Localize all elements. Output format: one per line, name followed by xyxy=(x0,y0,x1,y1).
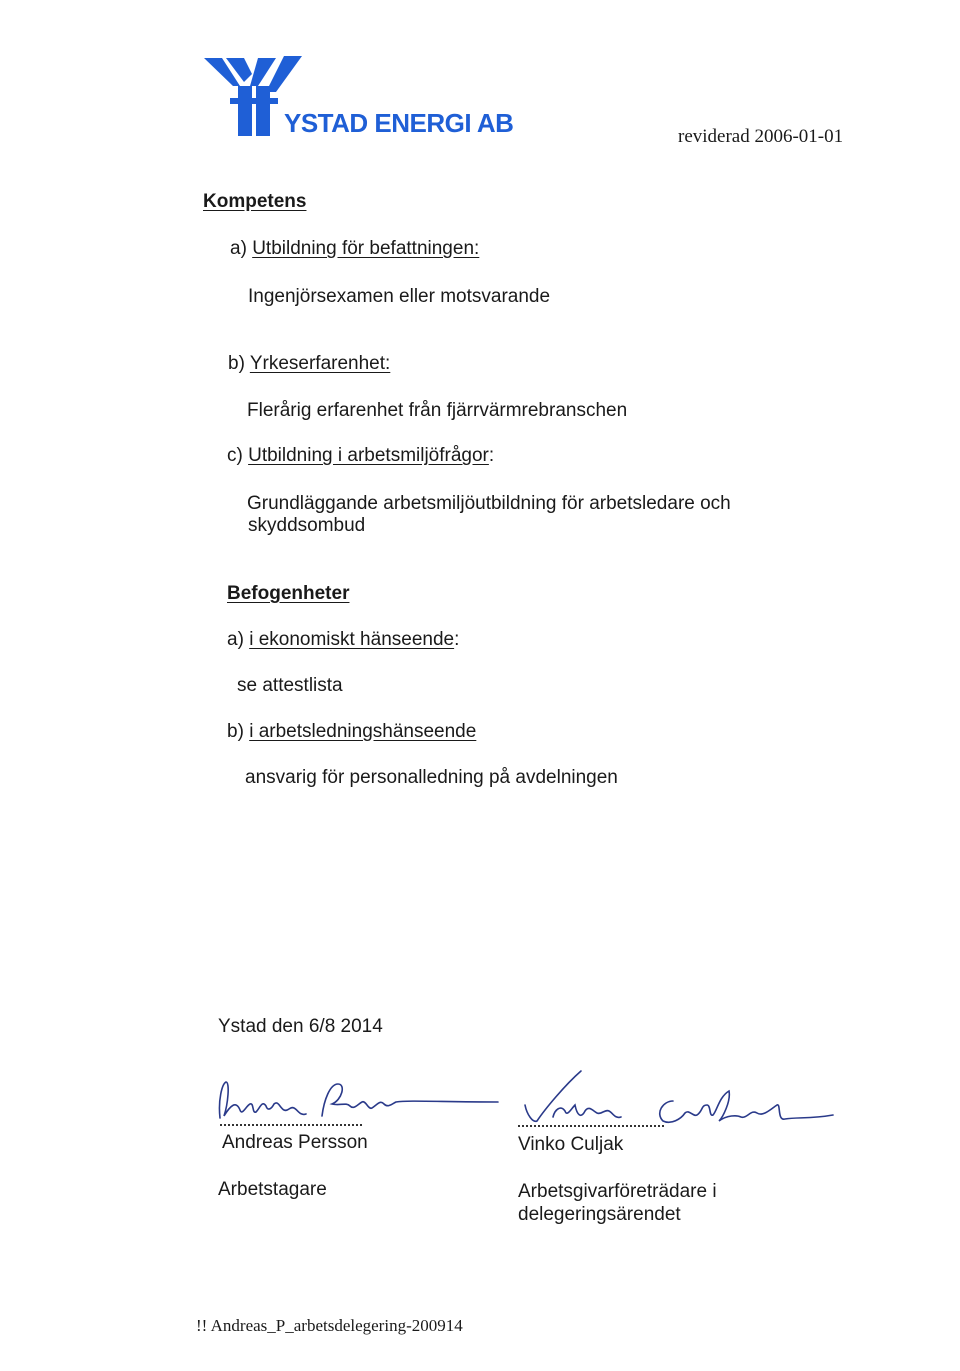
item-heading: i ekonomiskt hänseende xyxy=(249,629,455,650)
item-prefix: a) xyxy=(230,238,253,259)
employer-role-line2: delegeringsärendet xyxy=(518,1204,681,1225)
kompetens-item-a-label xyxy=(230,238,479,260)
logo-wordmark: YSTAD ENERGI AB xyxy=(284,108,514,138)
section-title-kompetens: Kompetens xyxy=(203,191,307,212)
kompetens-item-b-label xyxy=(228,353,390,375)
handwritten-signature-icon xyxy=(212,1070,502,1130)
company-logo xyxy=(200,52,514,142)
kompetens-item-c-text-line2: skyddsombud xyxy=(248,515,366,536)
employee-signature-line xyxy=(220,1124,362,1126)
kompetens-item-c-text-line1: Grundläggande arbetsmiljöutbildning för arbetsledare och xyxy=(247,493,731,514)
item-suffix: : xyxy=(488,445,495,466)
item-heading: Yrkeserfarenhet: xyxy=(249,353,391,374)
befogenheter-item-a-label xyxy=(227,629,459,651)
item-prefix: a) xyxy=(227,629,250,650)
employer-role-line1: Arbetsgivarföreträdare i xyxy=(518,1181,717,1202)
kompetens-item-b-text: Flerårig erfarenhet från fjärrvärmrebranschen xyxy=(247,400,628,421)
section-title-befogenheter: Befogenheter xyxy=(227,583,350,604)
item-suffix: : xyxy=(454,629,460,650)
employer-name: Vinko Culjak xyxy=(518,1134,624,1155)
befogenheter-item-b-text: ansvarig för personalledning på avdelningen xyxy=(245,767,618,788)
item-heading: Utbildning för befattningen: xyxy=(252,238,480,259)
employer-signature-line xyxy=(518,1125,664,1127)
employee-role: Arbetstagare xyxy=(218,1179,327,1200)
employee-name: Andreas Persson xyxy=(222,1132,368,1153)
item-heading: Utbildning i arbetsmiljöfrågor xyxy=(248,445,489,466)
revision-date: reviderad 2006-01-01 xyxy=(678,126,844,147)
place-date: Ystad den 6/8 2014 xyxy=(218,1016,383,1037)
item-prefix: b) xyxy=(228,353,250,374)
befogenheter-item-b-label xyxy=(227,721,476,743)
item-prefix: c) xyxy=(227,445,249,466)
employee-signature xyxy=(212,1070,502,1130)
logo-mark xyxy=(200,52,514,142)
item-prefix: b) xyxy=(227,721,250,742)
item-heading: i arbetsledningshänseende xyxy=(249,721,477,742)
befogenheter-item-a-text: se attestlista xyxy=(237,675,343,696)
kompetens-item-c-label xyxy=(227,445,494,467)
kompetens-item-a-text: Ingenjörsexamen eller motsvarande xyxy=(248,286,551,307)
document-footer-filename: !! Andreas_P_arbetsdelegering-200914 xyxy=(196,1316,463,1335)
